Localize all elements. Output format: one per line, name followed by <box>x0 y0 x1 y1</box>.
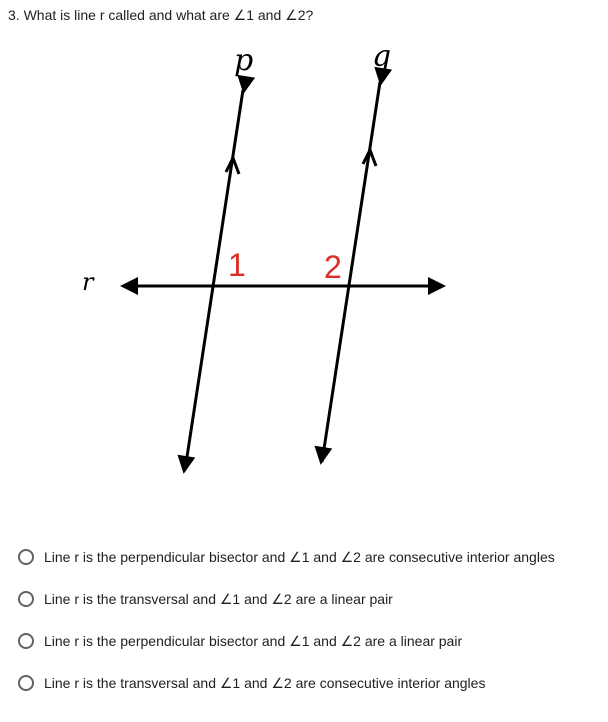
line-r-label: r <box>82 268 94 296</box>
angle-1-label: 1 <box>228 247 246 283</box>
question-text: 3. What is line r called and what are ∠1 and ∠2? <box>8 7 314 23</box>
option-3-label: Line r is the perpendicular bisector and ∠1 and ∠2 are a linear pair <box>44 632 463 649</box>
angle-2-label: 2 <box>324 249 342 285</box>
radio-button-1[interactable] <box>18 549 34 565</box>
line-r <box>120 277 446 295</box>
option-4-label: Line r is the transversal and ∠1 and ∠2 are consecutive interior angles <box>44 674 486 691</box>
option-2-label: Line r is the transversal and ∠1 and ∠2 are a linear pair <box>44 590 393 607</box>
line-q-label: q <box>372 39 392 74</box>
line-p-label: p <box>234 43 254 78</box>
option-2[interactable] <box>18 587 598 611</box>
option-3[interactable] <box>18 629 598 653</box>
option-4[interactable] <box>18 671 598 695</box>
radio-button-2[interactable] <box>18 591 34 607</box>
radio-button-3[interactable] <box>18 633 34 649</box>
option-1-label: Line r is the perpendicular bisector and ∠1 and ∠2 are consecutive interior angles <box>44 548 555 565</box>
answer-options <box>18 545 598 713</box>
radio-button-4[interactable] <box>18 675 34 691</box>
option-1[interactable] <box>18 545 598 569</box>
